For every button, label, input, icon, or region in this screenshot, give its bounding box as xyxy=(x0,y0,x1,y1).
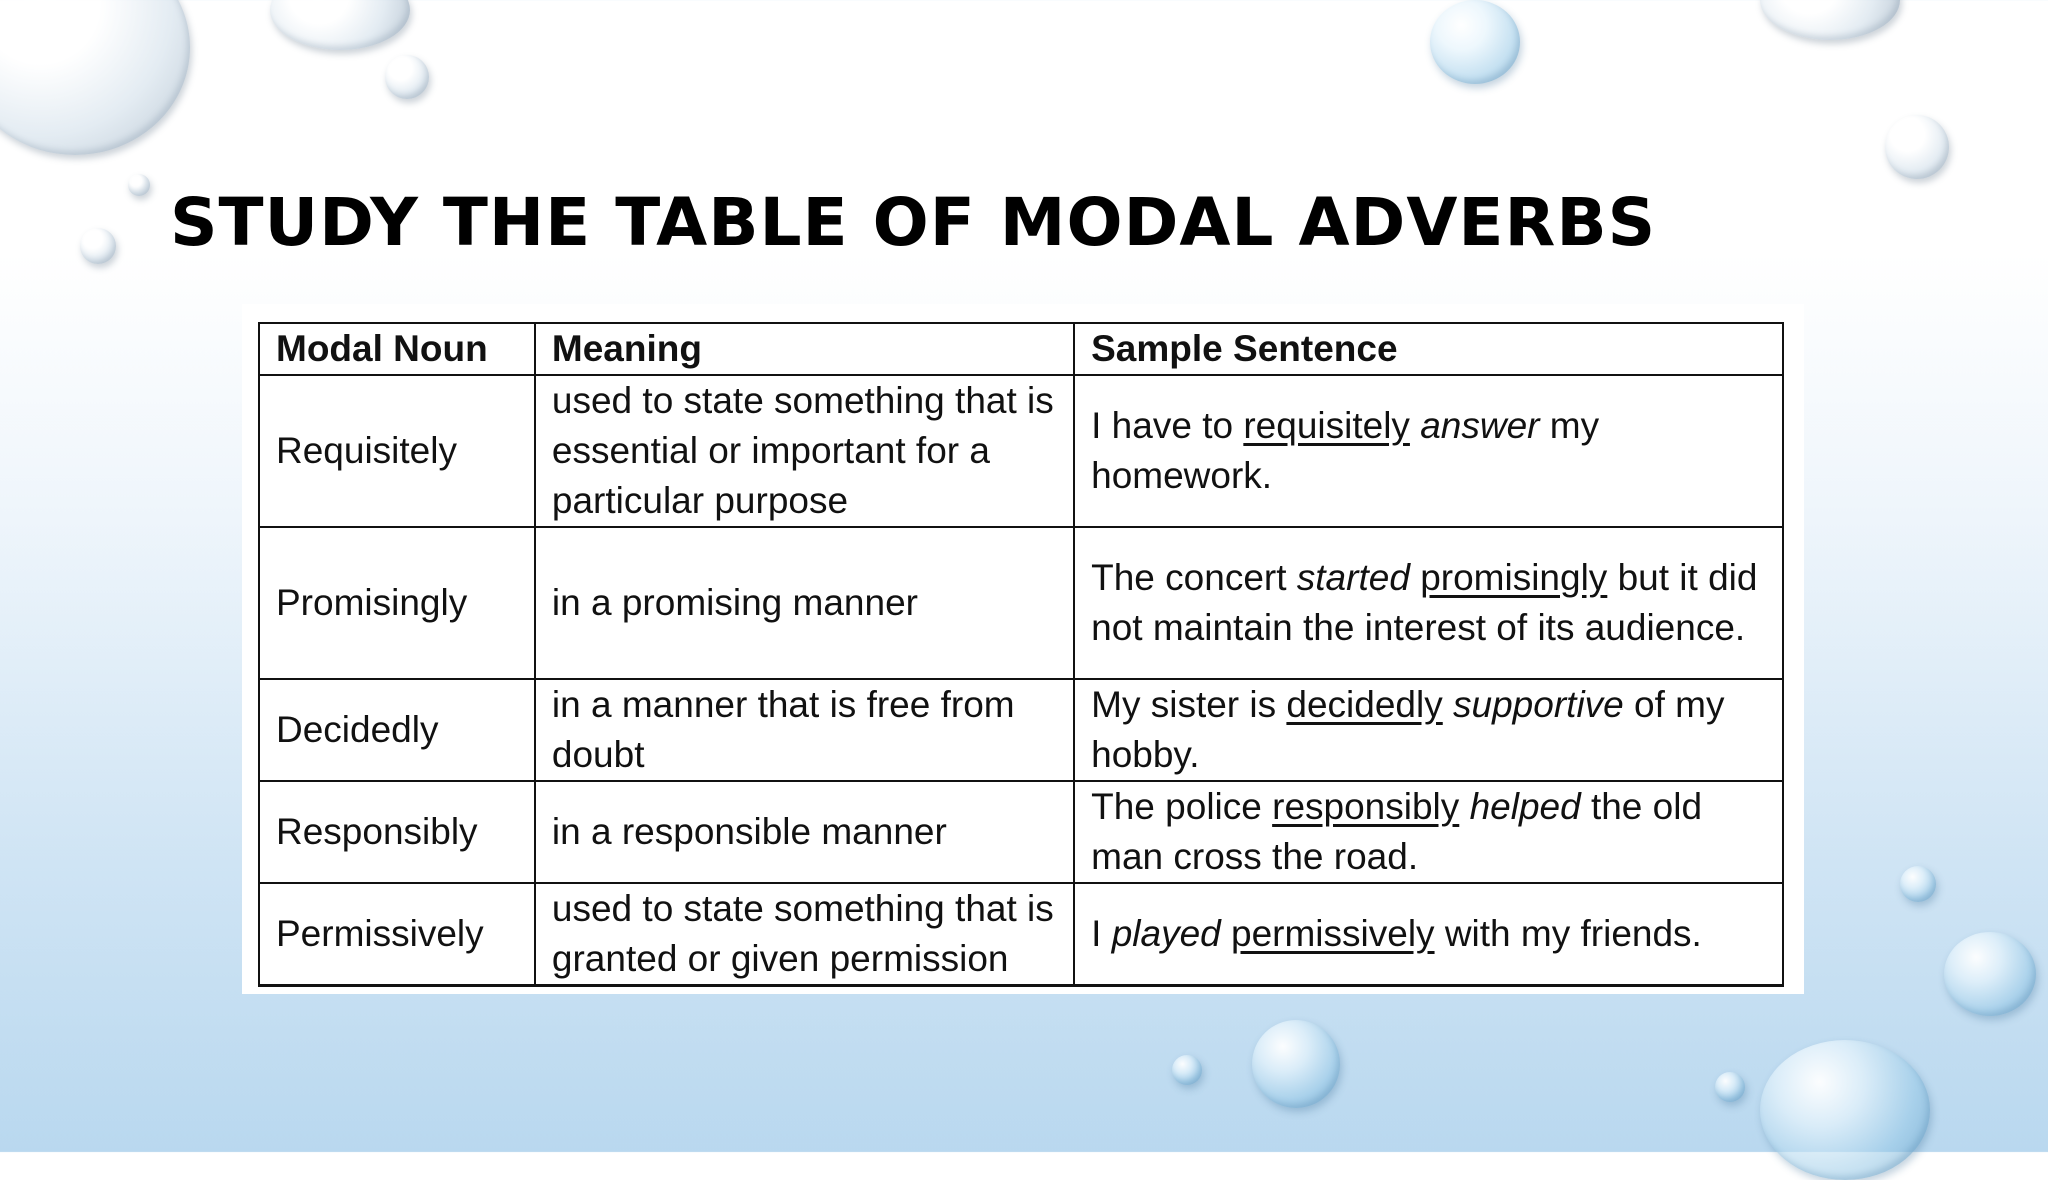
sample-sentence-cell xyxy=(1074,883,1783,986)
water-drop-decoration xyxy=(1760,0,1900,40)
sample-sentence-cell xyxy=(1074,781,1783,883)
water-drop-decoration xyxy=(1252,1020,1340,1108)
sentence-text: I xyxy=(1091,913,1112,954)
table-row xyxy=(259,883,1783,986)
sentence-text: but it did not maintain the interest of its audience. xyxy=(1091,557,1758,648)
sentence-text xyxy=(1410,405,1420,446)
modal-adverb: decidedly xyxy=(1286,684,1443,725)
water-drop-decoration xyxy=(270,0,410,50)
sentence-text xyxy=(1459,786,1469,827)
table-row xyxy=(259,375,1783,527)
table-row xyxy=(259,781,1783,883)
table-panel xyxy=(242,304,1804,994)
water-drop-decoration xyxy=(1760,1040,1930,1180)
sentence-text: of my hobby. xyxy=(1091,684,1725,775)
water-drop-decoration xyxy=(1900,866,1936,902)
water-drop-decoration xyxy=(128,174,150,196)
water-drop-decoration xyxy=(80,228,116,264)
modal-adverb: promisingly xyxy=(1420,557,1608,598)
table-row xyxy=(259,527,1783,679)
water-drop-decoration xyxy=(1944,932,2036,1016)
sample-sentence-cell xyxy=(1074,527,1783,679)
sample-sentence-cell xyxy=(1074,375,1783,527)
slide-title: STUDY THE TABLE OF MODAL ADVERBS xyxy=(170,184,1657,261)
modal-adverb: requisitely xyxy=(1243,405,1410,446)
sentence-text: My sister is xyxy=(1091,684,1287,725)
sentence-text: with my friends. xyxy=(1434,913,1702,954)
header-sample-sentence: Sample Sentence xyxy=(1074,323,1783,375)
sentence-text: The police xyxy=(1091,786,1273,827)
meaning-cell: in a manner that is free from doubt xyxy=(535,679,1074,781)
meaning-cell: used to state something that is essential or important for a particular purpose xyxy=(535,375,1074,527)
sentence-text xyxy=(1221,913,1231,954)
verb-text: started xyxy=(1296,557,1410,598)
modal-word-cell: Permissively xyxy=(259,883,535,986)
water-drop-decoration xyxy=(1430,0,1520,84)
modal-adverb: permissively xyxy=(1231,913,1435,954)
sentence-text: I have to xyxy=(1091,405,1244,446)
meaning-cell: in a responsible manner xyxy=(535,781,1074,883)
sentence-text: my homework. xyxy=(1091,405,1600,496)
modal-word-cell: Requisitely xyxy=(259,375,535,527)
table-row xyxy=(259,679,1783,781)
water-drop-decoration xyxy=(1885,115,1949,179)
water-drop-decoration xyxy=(1172,1055,1202,1085)
water-drop-decoration xyxy=(0,0,190,155)
modal-word-cell: Decidedly xyxy=(259,679,535,781)
verb-text: helped xyxy=(1469,786,1581,827)
header-meaning: Meaning xyxy=(535,323,1074,375)
modal-word-cell: Promisingly xyxy=(259,527,535,679)
meaning-cell: used to state something that is granted or given permission xyxy=(535,883,1074,986)
modal-adverbs-table xyxy=(258,322,1784,987)
sentence-text xyxy=(1443,684,1453,725)
table-header-row xyxy=(259,323,1783,375)
water-drop-decoration xyxy=(1715,1072,1745,1102)
header-modal-noun: Modal Noun xyxy=(259,323,535,375)
verb-text: answer xyxy=(1420,405,1540,446)
water-drop-decoration xyxy=(385,55,429,99)
sentence-text xyxy=(1410,557,1420,598)
modal-word-cell: Responsibly xyxy=(259,781,535,883)
verb-text: played xyxy=(1111,913,1221,954)
meaning-cell: in a promising manner xyxy=(535,527,1074,679)
modal-adverb: responsibly xyxy=(1272,786,1460,827)
verb-text: supportive xyxy=(1453,684,1624,725)
sample-sentence-cell xyxy=(1074,679,1783,781)
sentence-text: The concert xyxy=(1091,557,1297,598)
sentence-text: the old man cross the road. xyxy=(1091,786,1703,877)
